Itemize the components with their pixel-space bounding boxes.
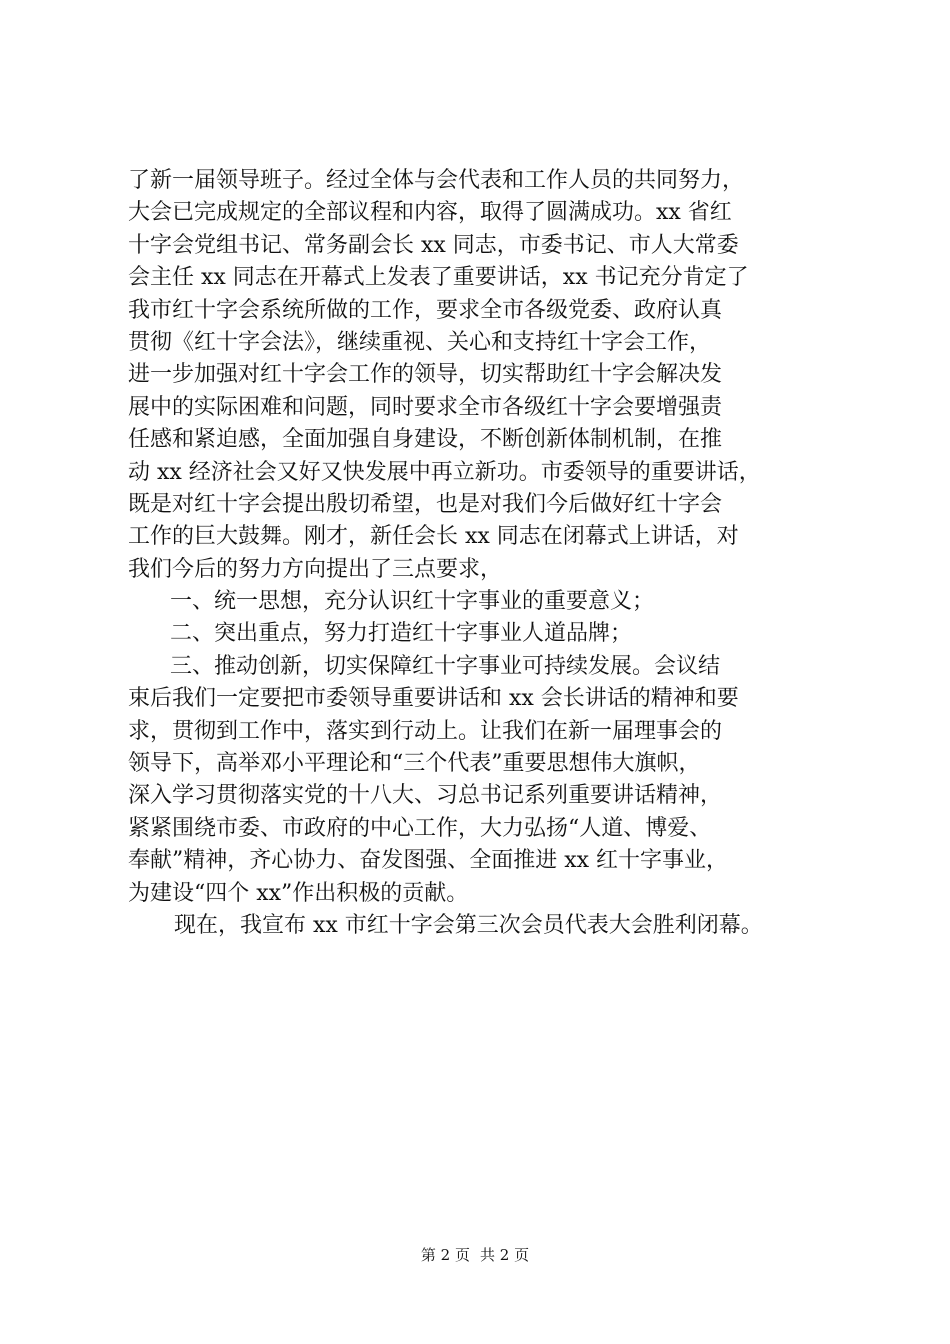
list-item-3: 三、推动创新，切实保障红十字事业可持续发展。会议结 [170, 653, 721, 679]
text-line-6: 贯彻《红十字会法》，继续重视、关心和支持红十字会工作， [128, 329, 712, 355]
page-total: 共 2 页 [480, 1246, 530, 1264]
text-line-19: 领导下，高举邓小平理论和“三个代表”重要思想伟大旗帜， [128, 751, 701, 777]
text-line-13: 我们今后的努力方向提出了三点要求， [128, 556, 503, 582]
text-line-1: 了新一届领导班子。经过全体与会代表和工作人员的共同努力， [128, 168, 745, 193]
text-line-21: 紧紧围绕市委、市政府的中心工作，大力弘扬“人道、博爱、 [128, 815, 712, 841]
text-line-18: 求，贯彻到工作中，落实到行动上。让我们在新一届理事会的 [128, 718, 723, 744]
text-line-9: 任感和紧迫感，全面加强自身建设，不断创新体制机制，在推 [128, 427, 723, 453]
text-line-17: 束后我们一定要把市委领导重要讲话和 xx 会长讲话的精神和要 [128, 686, 739, 712]
text-line-11: 既是对红十字会提出殷切希望，也是对我们今后做好红十字会 [128, 491, 723, 517]
page-footer [0, 1245, 950, 1265]
text-line-10: 动 xx 经济社会又好又快发展中再立新功。市委领导的重要讲话， [128, 459, 761, 485]
text-line-5: 我市红十字会系统所做的工作，要求全市各级党委、政府认真 [128, 297, 723, 323]
list-item-2: 二、突出重点，努力打造红十字事业人道品牌； [170, 621, 633, 647]
text-line-4: 会主任 xx 同志在开幕式上发表了重要讲话，xx 书记充分肯定了 [128, 265, 749, 291]
text-line-12: 工作的巨大鼓舞。刚才，新任会长 xx 同志在闭幕式上讲话，对 [128, 524, 739, 550]
text-line-22: 奉献”精神，齐心协力、奋发图强、全面推进 xx 红十字事业， [128, 848, 729, 874]
text-line-20: 深入学习贯彻落实党的十八大、习总书记系列重要讲话精神， [128, 783, 723, 809]
text-line-8: 展中的实际困难和问题，同时要求全市各级红十字会要增强责 [128, 394, 723, 420]
page-number: 第 2 页 [420, 1246, 470, 1264]
text-line-23: 为建设“四个 xx”作出积极的贡献。 [128, 880, 469, 906]
text-line-2: 大会已完成规定的全部议程和内容，取得了圆满成功。xx 省红 [128, 200, 732, 226]
closing-paragraph: 现在，我宣布 xx 市红十字会第三次会员代表大会胜利闭幕。 [174, 912, 763, 938]
text-line-7: 进一步加强对红十字会工作的领导，切实帮助红十字会解决发 [128, 362, 723, 388]
document-body [128, 165, 858, 942]
text-line-3: 十字会党组书记、常务副会长 xx 同志，市委书记、市人大常委 [128, 232, 739, 258]
list-item-1: 一、统一思想，充分认识红十字事业的重要意义； [170, 589, 655, 615]
